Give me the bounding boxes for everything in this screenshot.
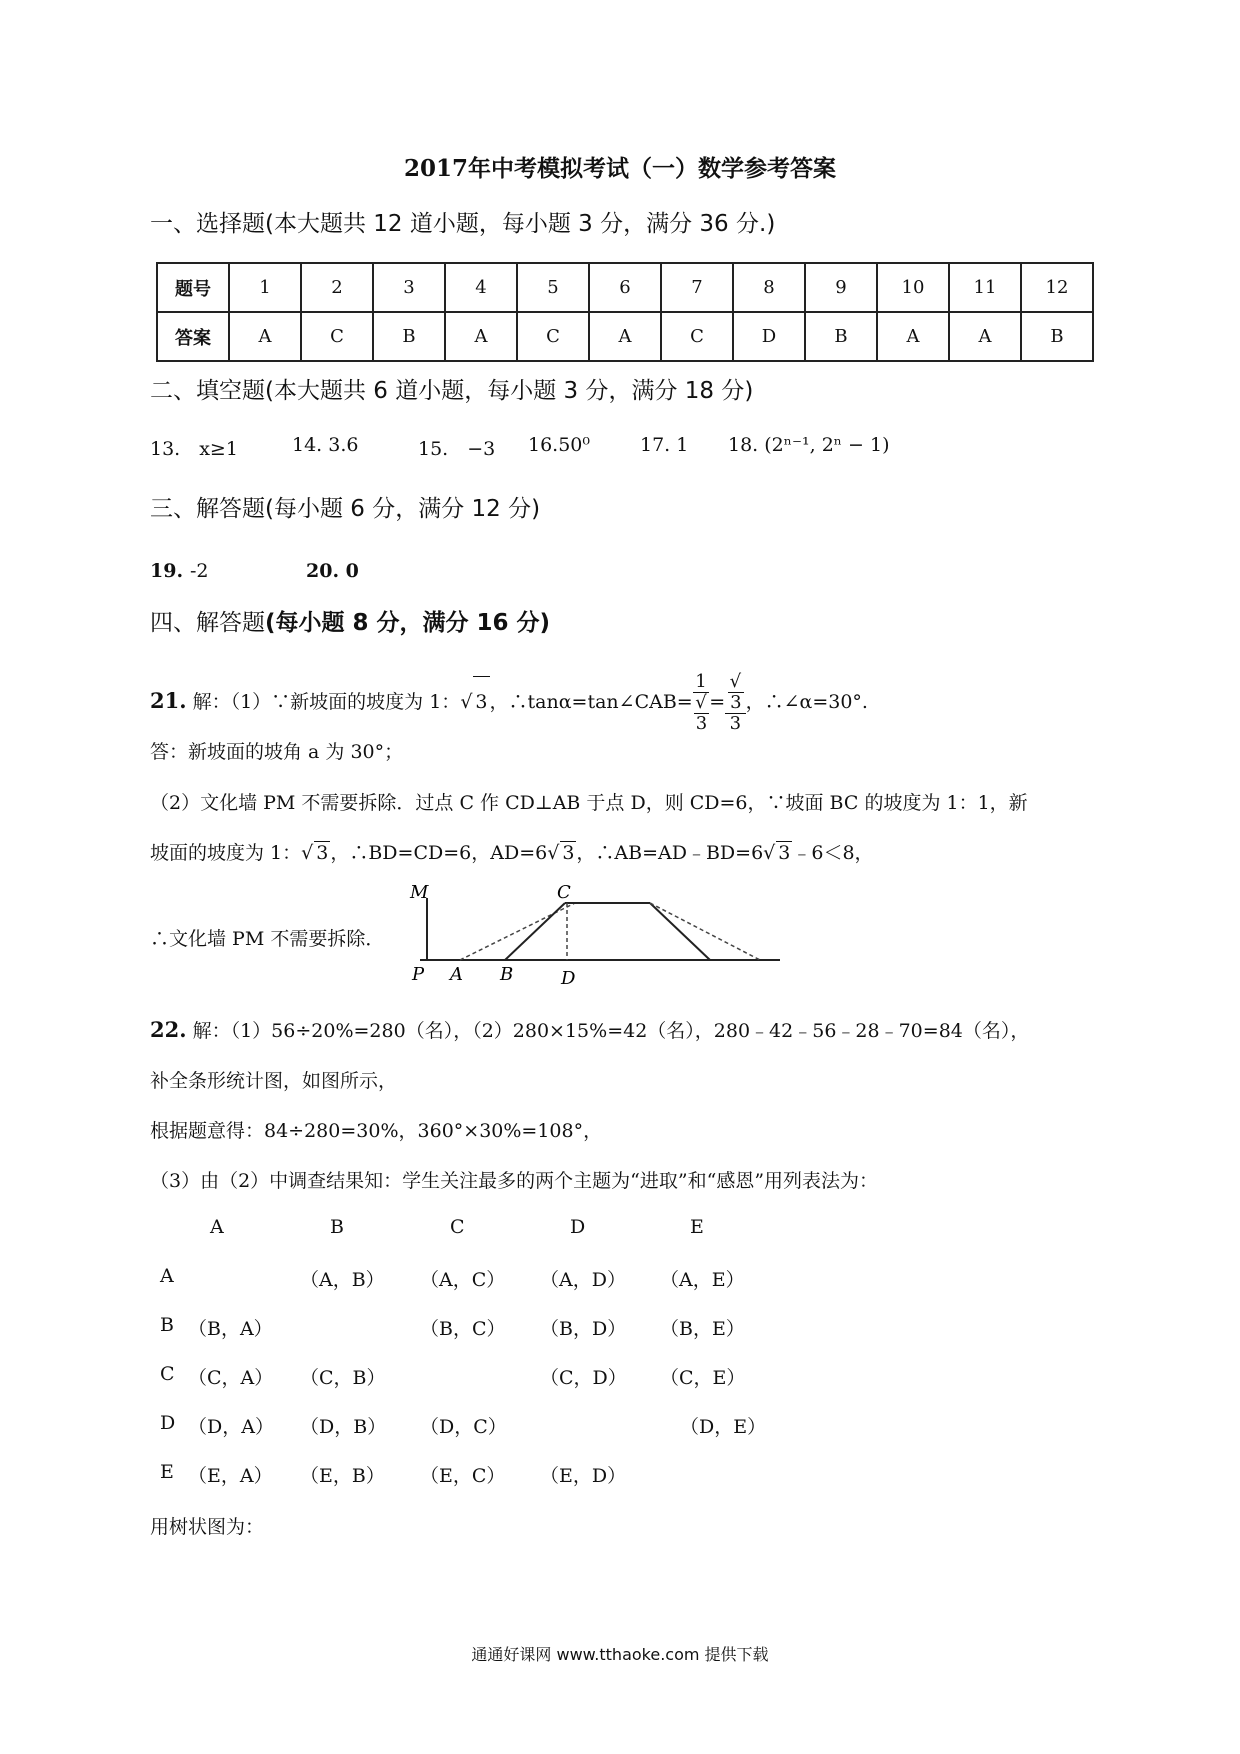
label-m: M [410,882,429,903]
answer-15: 15. −3 [418,438,496,460]
section-4-heading-plain: 四、解答题 [150,610,265,636]
table-cell: 5 [517,263,589,312]
section-4-heading-bold: (每小题 8 分，满分 16 分) [265,610,551,636]
table-cell: 4 [445,263,517,312]
row-label-number: 题号 [157,263,229,312]
q22-number: 22. [150,1017,187,1042]
label-b: B [500,964,514,985]
answer-13: 13. x≥1 [150,438,238,460]
col-header: C [450,1216,465,1238]
footer: 通通好课网 www.tthaoke.com 提供下载 [471,1645,769,1664]
answer-16: 16.50⁰ [528,434,591,456]
col-header: E [690,1216,704,1238]
section-4-heading [150,604,550,637]
q22-line2: 补全条形统计图，如图所示， [150,1070,398,1092]
q21-text-a: 解：（1）∵新坡面的坡度为 1： [192,691,461,713]
table-cell: B [373,312,445,361]
fraction-1-numerator: 1 [693,672,709,693]
equals-sign: = [709,691,726,713]
answer-20: 20. 0 [306,560,359,582]
fraction-2-denominator: 3 [729,713,742,734]
label-a: A [450,964,463,985]
table-cell: C [661,312,733,361]
q21-part2: （2）文化墙 PM 不需要拆除．过点 C 作 CD⊥AB 于点 D，则 CD=6，∵坡面 BC 的坡度为 1：1，新 [150,792,1028,814]
q21-line1 [150,671,868,734]
fraction-2 [725,672,745,734]
answer-table [156,262,1094,362]
grid-row: E （E，A） （E，B） （E，C） （E，D） [160,1461,627,1487]
q21-part2-cont: 坡面的坡度为 1：√ 3 ，∴BD=CD=6，AD=6√ 3 ，∴AB=AD﹣BD=6√ 3 ﹣6＜8， [150,842,874,864]
answer-14: 14. 3.6 [292,434,359,456]
table-cell: A [229,312,301,361]
table-cell: 7 [661,263,733,312]
q21-conclusion: ∴文化墙 PM 不需要拆除． [150,928,385,950]
q22-part1: 解：（1）56÷20%=280（名），（2）280×15%=42（名），280﹣42﹣56﹣28﹣70=84（名）， [192,1020,1030,1042]
label-c: C [557,882,571,903]
col-header: B [330,1216,344,1238]
grid-row: A （A，B） （A，C） （A，D） （A，E） [160,1265,745,1291]
q22-line3: 根据题意得：84÷280=30%，360°×30%=108°， [150,1120,603,1142]
old-slope-left [505,903,565,960]
fraction-1 [693,672,709,734]
table-cell: C [517,312,589,361]
q21-text-b: ，∴tanα=tan∠CAB= [489,691,693,713]
table-cell: B [1021,312,1093,361]
new-slope-left [460,903,575,960]
outcome-rows [160,1265,880,1510]
grid-row: B （B，A） （B，C） （B，D） （B，E） [160,1314,745,1340]
label-d: D [561,968,576,989]
table-cell: A [949,312,1021,361]
new-slope-right [650,903,760,960]
sqrt-value: 3 [473,676,489,727]
table-row-answers [157,312,1093,361]
slope-diagram [405,880,785,990]
label-p: P [412,964,425,985]
q22-line1 [150,1016,1029,1043]
sqrt-symbol: √ [460,691,473,713]
table-cell: 12 [1021,263,1093,312]
table-cell: 6 [589,263,661,312]
fraction-1-denominator: √ 3 [695,692,708,734]
q21-text-c: ，∴∠α=30°. [745,691,868,713]
table-cell: 11 [949,263,1021,312]
col-header: D [570,1216,586,1238]
table-cell: A [445,312,517,361]
table-cell: A [877,312,949,361]
fraction-2-numerator: √ 3 [725,672,745,714]
section-2-heading: 二、填空题(本大题共 6 道小题，每小题 3 分，满分 18 分) [150,378,754,404]
table-cell: 2 [301,263,373,312]
answer-19: -2 [190,560,209,582]
page-title: 2017年中考模拟考试（一）数学参考答案 [403,155,836,182]
answer-19-number: 19. [150,560,184,582]
answer-17: 17. 1 [640,434,689,456]
col-header: A [210,1216,224,1238]
grid-row: C （C，A） （C，B） （C，D） （C，E） [160,1363,746,1389]
table-cell: 3 [373,263,445,312]
answer-18: 18. (2ⁿ⁻¹, 2ⁿ − 1) [728,434,890,456]
table-cell: 9 [805,263,877,312]
old-slope-right [650,903,710,960]
table-cell: B [805,312,877,361]
table-cell: C [301,312,373,361]
section-1-heading: 一、选择题(本大题共 12 道小题，每小题 3 分，满分 36 分.) [150,211,776,237]
q21-number: 21. [150,688,187,713]
table-cell: A [589,312,661,361]
grid-row: D （D，A） （D，B） （D，C） （D，E） [160,1412,767,1438]
q21-answer: 答：新坡面的坡角 a 为 30°； [150,741,404,763]
table-cell: 8 [733,263,805,312]
tree-diagram-label: 用树状图为： [150,1516,265,1538]
q22-line4: （3）由（2）中调查结果知：学生关注最多的两个主题为“进取”和“感恩”用列表法为： [150,1170,879,1192]
row-label-answer: 答案 [157,312,229,361]
table-cell: 10 [877,263,949,312]
table-row-numbers [157,263,1093,312]
section-3-heading: 三、解答题(每小题 6 分，满分 12 分) [150,496,541,522]
table-cell: 1 [229,263,301,312]
table-cell: D [733,312,805,361]
